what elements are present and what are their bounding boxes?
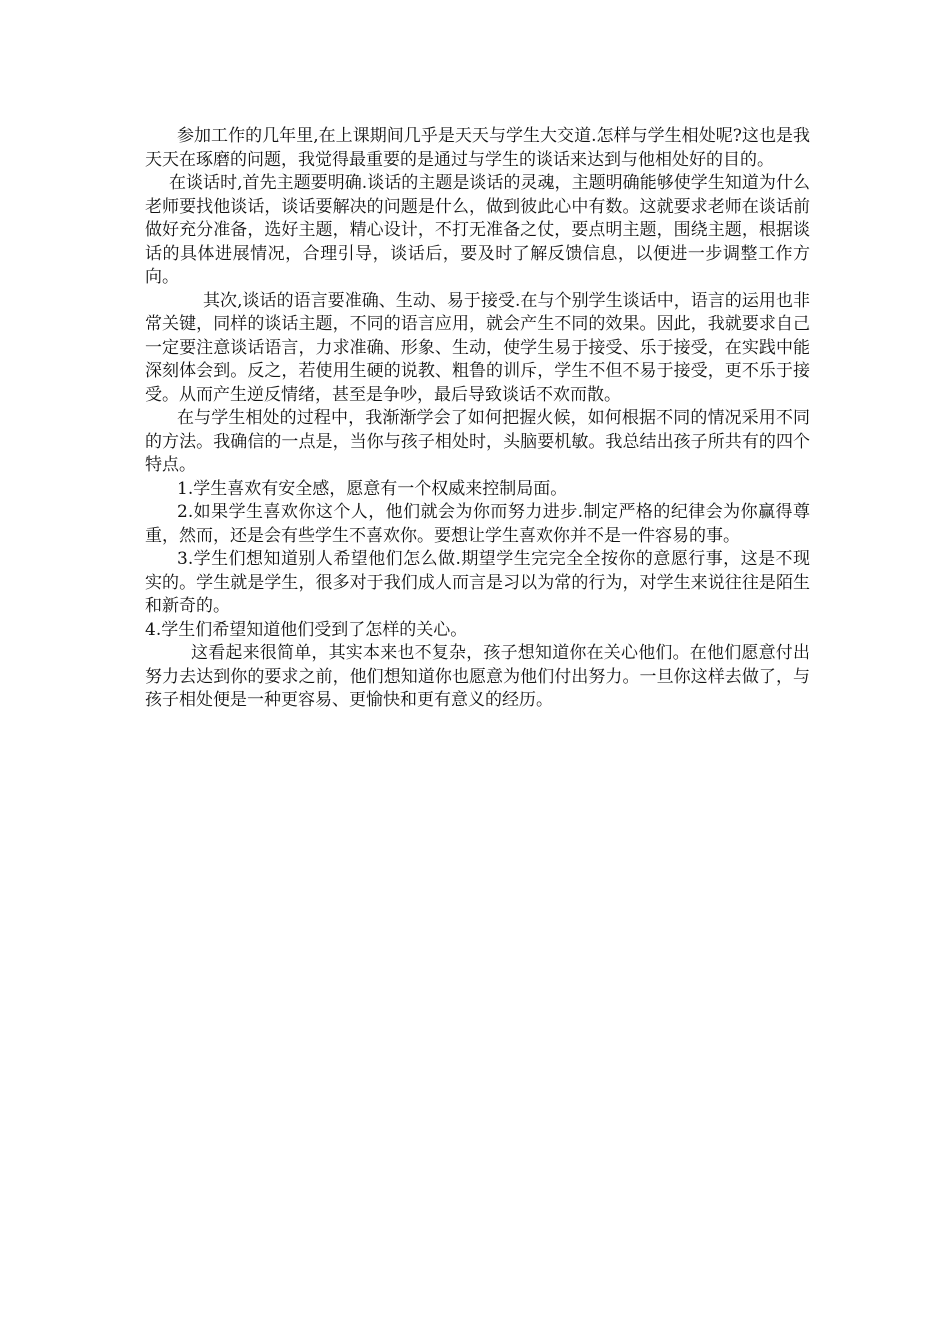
- paragraph-conclusion: 这看起来很简单，其实本来也不复杂，孩子想知道你在关心他们。在他们愿意付出努力去达到你的要求之前，他们想知道你也愿意为他们付出努力。一旦你这样去做了，与孩子相处便是一种更容易、更愉快和更有意义的经历。: [145, 643, 810, 710]
- paragraph-topic-clarity: 在谈话时,首先主题要明确.谈话的主题是谈话的灵魂，主题明确能够使学生知道为什么老师要找他谈话，谈话要解决的问题是什么，做到彼此心中有数。这就要求老师在谈话前做好充分准备，选好主题，精心设计，不打无准备之仗，要点明主题，围绕主题，根据谈话的具体进展情况，合理引导，谈话后，要及时了解反馈信息，以便进一步调整工作方向。: [145, 173, 810, 287]
- list-item-3: 3.学生们想知道别人希望他们怎么做.期望学生完完全全按你的意愿行事，这是不现实的。学生就是学生，很多对于我们成人而言是习以为常的行为，对学生来说往往是陌生和新奇的。: [145, 549, 810, 616]
- list-item-1: 1.学生喜欢有安全感，愿意有一个权威来控制局面。: [177, 478, 568, 499]
- list-item-4: 4.学生们希望知道他们受到了怎样的关心。: [145, 619, 468, 640]
- list-item-2: 2.如果学生喜欢你这个人，他们就会为你而努力进步.制定严格的纪律会为你赢得尊重，然而，还是会有些学生不喜欢你。要想让学生喜欢你并不是一件容易的事。: [145, 502, 810, 546]
- document-body: [145, 125, 810, 713]
- paragraph-experience: 在与学生相处的过程中，我渐渐学会了如何把握火候，如何根据不同的情况采用不同的方法。我确信的一点是，当你与孩子相处时，头脑要机敏。我总结出孩子所共有的四个特点。: [145, 408, 810, 475]
- paragraph-intro: 参加工作的几年里,在上课期间几乎是天天与学生大交道.怎样与学生相处呢?这也是我天天在琢磨的问题，我觉得最重要的是通过与学生的谈话来达到与他相处好的目的。: [145, 126, 810, 170]
- paragraph-language: 其次,谈话的语言要准确、生动、易于接受.在与个别学生谈话中，语言的运用也非常关键，同样的谈话主题，不同的语言应用，就会产生不同的效果。因此，我就要求自己一定要注意谈话语言，力求准确、形象、生动，使学生易于接受、乐于接受，在实践中能深刻体会到。反之，若使用生硬的说教、粗鲁的训斥，学生不但不易于接受，更不乐于接受。从而产生逆反情绪，甚至是争吵，最后导致谈话不欢而散。: [145, 290, 810, 405]
